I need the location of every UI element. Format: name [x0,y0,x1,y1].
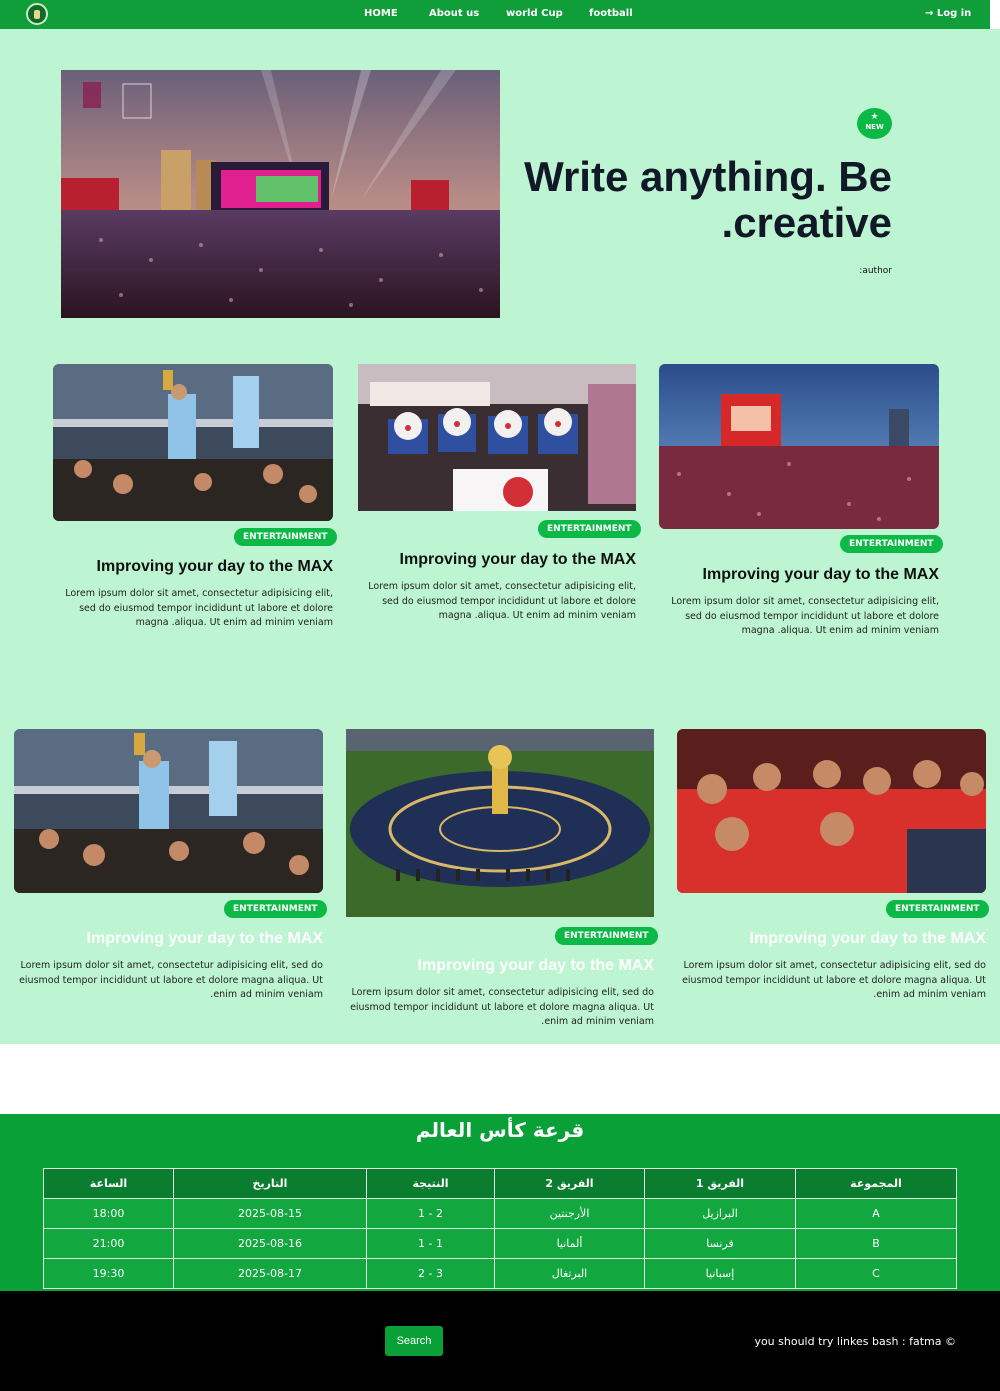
site-logo-icon[interactable] [26,3,48,25]
th-date: التاريخ [174,1169,367,1199]
th-group: المجموعة [796,1169,957,1199]
card-text: Lorem ipsum dolor sit amet, consectetur adipisicing elit, sed do eiusmod tempor incididunt ut labore et dolore magna aliqua. Ut .enim ad minim veniam [350,987,654,1027]
nav-football[interactable]: football [589,8,633,19]
hero-author: :author [859,266,892,276]
search-button[interactable]: Search [385,1326,443,1356]
card-image-messi-celebration [53,364,333,521]
card-title[interactable]: Improving your day to the MAX [96,558,333,575]
hero-image [61,70,500,318]
top-navbar [0,0,990,29]
cell-team2: الأرجنتين [495,1199,645,1229]
card-text: Lorem ipsum dolor sit amet, consectetur adipisicing elit, sed do eiusmod tempor incididunt ut labore et dolore magna .aliqua. Ut enim ad minim veniam [671,596,939,636]
card-badge[interactable]: ENTERTAINMENT [840,535,943,553]
card-image-fan-festival-night [659,364,939,529]
card-image-egypt-team [677,729,986,893]
card-badge[interactable]: ENTERTAINMENT [555,927,658,945]
cell-date: 2025-08-15 [174,1199,367,1229]
table-row [44,1199,957,1229]
cell-time: 19:30 [44,1259,174,1289]
card-image-messi-celebration [14,729,323,893]
login-link[interactable]: → Log in [925,8,972,19]
cell-date: 2025-08-17 [174,1259,367,1289]
cell-result: 2 - 3 [367,1259,495,1289]
card-title[interactable]: Improving your day to the MAX [702,566,939,583]
card-badge[interactable]: ENTERTAINMENT [538,520,641,538]
card-text: Lorem ipsum dolor sit amet, consectetur adipisicing elit, sed do eiusmod tempor incididunt ut labore et dolore magna .aliqua. Ut enim ad minim veniam [368,581,636,621]
hero-title: Write anything. Be .creative [524,153,892,246]
th-result: النتيجة [367,1169,495,1199]
nav-world-cup[interactable]: world Cup [506,8,563,19]
cell-date: 2025-08-16 [174,1229,367,1259]
table-row [44,1259,957,1289]
cell-team1: فرنسا [645,1229,796,1259]
footer-copyright: you should try linkes bash : fatma © [754,1335,956,1348]
card-title[interactable]: Improving your day to the MAX [399,551,636,568]
card-badge[interactable]: ENTERTAINMENT [234,528,337,546]
card-text: Lorem ipsum dolor sit amet, consectetur adipisicing elit, sed do eiusmod tempor incididunt ut labore et dolore magna .aliqua. Ut enim ad minim veniam [65,588,333,628]
cell-result: 1 - 1 [367,1229,495,1259]
card-title[interactable]: Improving your day to the MAX [749,930,986,947]
card-title[interactable]: Improving your day to the MAX [417,957,654,974]
cell-group: C [796,1259,957,1289]
th-time: الساعة [44,1169,174,1199]
cell-group: A [796,1199,957,1229]
table-header-row [44,1169,957,1199]
nav-about[interactable]: About us [429,8,480,19]
cell-time: 18:00 [44,1199,174,1229]
card-text: Lorem ipsum dolor sit amet, consectetur adipisicing elit, sed do eiusmod tempor incididunt ut labore et dolore magna aliqua. Ut .enim ad minim veniam [682,960,986,1000]
cell-result: 1 - 2 [367,1199,495,1229]
card-text: Lorem ipsum dolor sit amet, consectetur adipisicing elit, sed do eiusmod tempor incididunt ut labore et dolore magna aliqua. Ut .enim ad minim veniam [19,960,323,1000]
card-badge[interactable]: ENTERTAINMENT [224,900,327,918]
nav-home[interactable]: HOME [364,8,398,19]
card-image-world-cup-trophy-stadium [346,729,654,917]
cell-time: 21:00 [44,1229,174,1259]
schedule-table [43,1168,957,1289]
card-badge[interactable]: ENTERTAINMENT [886,900,989,918]
cell-team1: إسبانيا [645,1259,796,1289]
table-row [44,1229,957,1259]
star-icon: ★ [870,112,879,122]
cell-team2: ألمانيا [495,1229,645,1259]
th-team1: الفريق 1 [645,1169,796,1199]
card-image-japan-fans [358,364,636,511]
card-title[interactable]: Improving your day to the MAX [86,930,323,947]
schedule-title: قرعة كأس العالم [415,1118,585,1142]
cell-team1: البرازيل [645,1199,796,1229]
cell-group: B [796,1229,957,1259]
th-team2: الفريق 2 [495,1169,645,1199]
new-badge: ★ NEW [857,108,892,139]
cell-team2: البرتغال [495,1259,645,1289]
